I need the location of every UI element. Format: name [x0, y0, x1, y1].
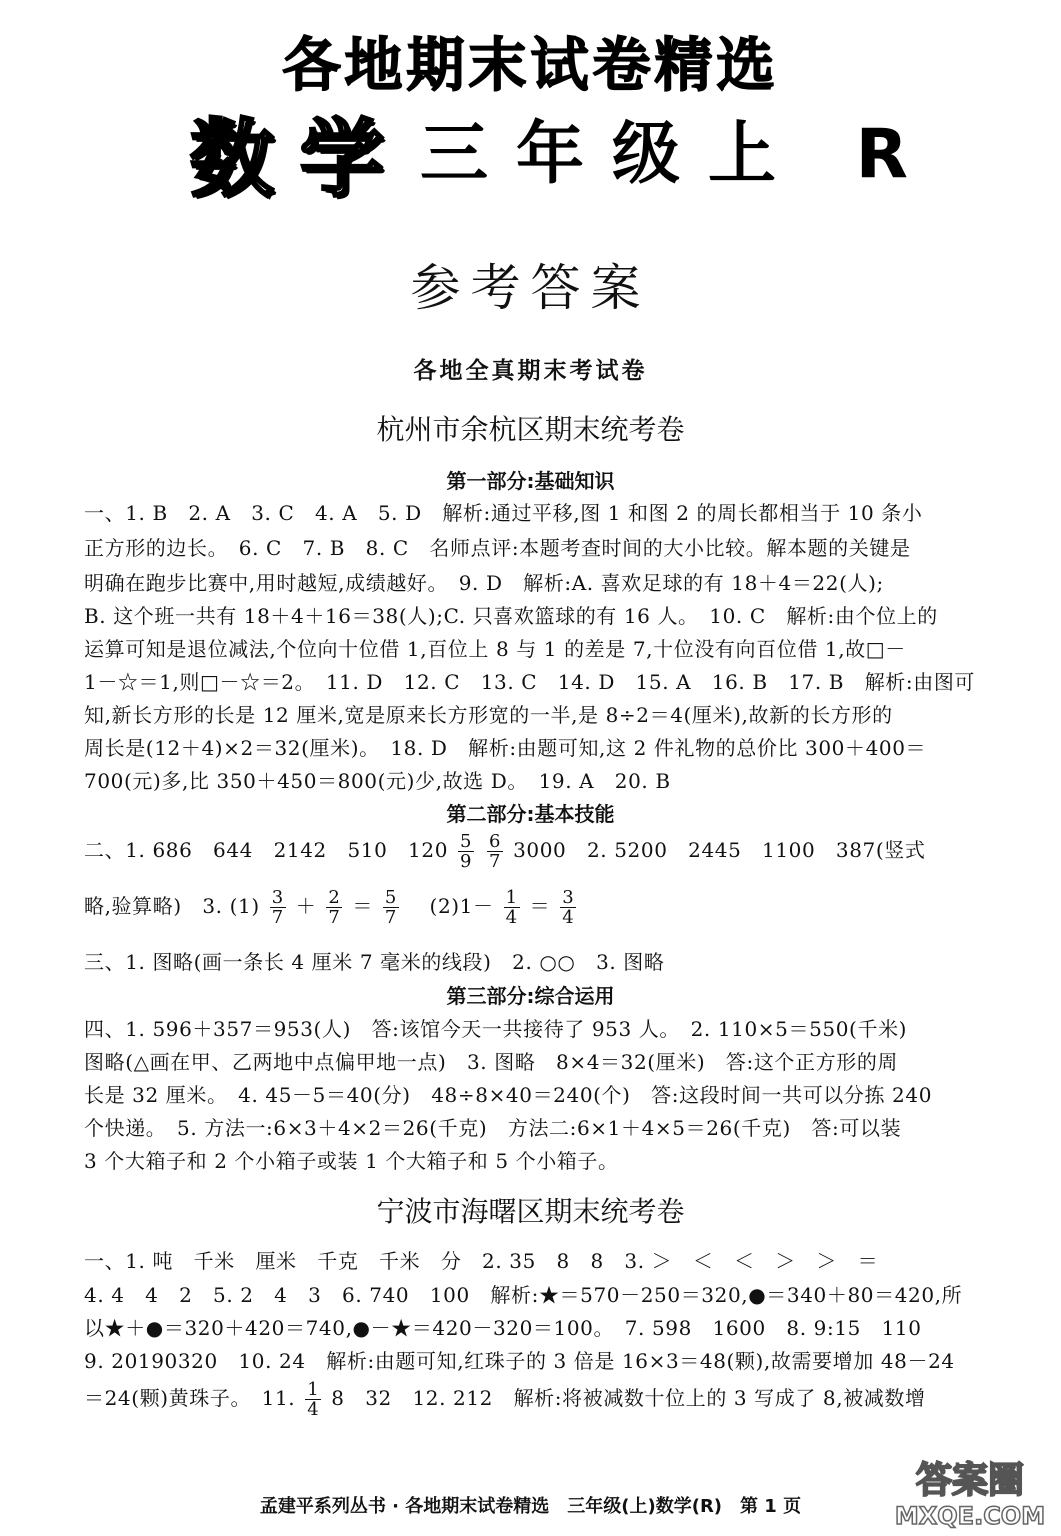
exam-subtitle: 各地全真期末考试卷 — [413, 358, 648, 384]
subject-title: 数学 — [190, 110, 411, 208]
fraction — [326, 888, 342, 927]
series-title: 各地期末试卷精选 — [282, 31, 779, 99]
answer-line: 长是 32 厘米。 4. 45－5＝40(分) 48÷8×40＝240(个) 答:这段时间一共可以分拣 240 — [84, 1083, 933, 1107]
answer-line: 明确在跑步比赛中,用时越短,成绩越好。 9. D 解析:A. 喜欢足球的有 18＋4＝22(人); — [84, 571, 884, 595]
part3-heading: 第三部分:综合运用 — [446, 984, 615, 1008]
answer-line: 以★＋●＝320＋420＝740,●－★＝420－320＝100。 7. 598 1600 8. 9:15 110 — [84, 1316, 922, 1340]
answer-line: 9. 20190320 10. 24 解析:由题可知,红珠子的 3 倍是 16×3＝48(颗),故需要增加 48－24 — [84, 1349, 955, 1373]
plus-sign: ＋ — [295, 894, 317, 918]
equals-sign: ＝ — [352, 894, 373, 918]
fraction — [270, 888, 286, 927]
fraction-denominator: 9 — [460, 851, 473, 872]
part1-heading: 第一部分:基础知识 — [446, 469, 615, 493]
answer-line: 4. 4 4 2 5. 2 4 3 6. 740 100 解析:★＝570－250＝320,●＝340＋80＝420,所 — [84, 1283, 963, 1307]
fraction — [383, 888, 399, 927]
page-footer: 孟建平系列丛书 · 各地期末试卷精选 三年级(上)数学(R) 第 1 页 — [259, 1496, 802, 1517]
answer-line: 图略(△画在甲、乙两地中点偏甲地一点) 3. 图略 8×4＝32(厘米) 答:这个正方形的周 — [84, 1050, 899, 1074]
fraction-denominator: 7 — [328, 907, 341, 928]
answer-text: 8 32 12. 212 解析:将被减数十位上的 3 写成了 8,被减数增 — [331, 1386, 926, 1410]
part2-heading: 第二部分:基本技能 — [446, 802, 615, 826]
answer-line-fractions — [84, 1380, 926, 1419]
fraction-numerator: 2 — [328, 887, 341, 908]
grade-title: 三年级上 R — [420, 115, 937, 194]
answer-text: 3000 2. 5200 2445 1100 387(竖式 — [513, 838, 926, 862]
equals-sign: ＝ — [529, 894, 551, 918]
answer-text: ＝24(颗)黄珠子。 11. — [84, 1386, 296, 1410]
answer-line: B. 这个班一共有 18＋4＋16＝38(人);C. 只喜欢篮球的有 16 人。 10. C 解析:由个位上的 — [84, 604, 938, 628]
answer-line: 运算可知是退位减法,个位向十位借 1,百位上 8 与 1 的差是 7,十位没有向百位借 1,故□－ — [84, 637, 906, 661]
fraction-denominator: 4 — [562, 907, 575, 928]
watermark-top-text: 答案圈 — [915, 1460, 1025, 1501]
answer-title: 参考答案 — [410, 259, 651, 317]
answer-line-fractions — [84, 888, 579, 927]
answer-text: (2)1－ — [408, 894, 494, 918]
answer-text: 略,验算略) 3. (1) — [84, 894, 260, 918]
fraction-numerator: 5 — [384, 887, 397, 908]
fraction-denominator: 4 — [307, 1399, 320, 1420]
watermark-bottom-text: MXQE.COM — [894, 1502, 1046, 1530]
watermark-logo — [890, 1450, 1050, 1530]
answer-line: 1－☆＝1,则□－☆＝2。 11. D 12. C 13. C 14. D 15. A 16. B 17. B 解析:由图可 — [84, 670, 976, 694]
section-title-ningbo: 宁波市海曙区期末统考卷 — [376, 1195, 685, 1228]
answer-line: 一、1. 吨 千米 厘米 千克 千米 分 2. 35 8 8 3. ＞ ＜ ＜ ＞ ＞ ＝ — [84, 1249, 879, 1273]
section-title-hangzhou: 杭州市余杭区期末统考卷 — [376, 413, 685, 446]
answer-text: 二、1. 686 644 2142 510 120 — [84, 838, 449, 862]
fraction-denominator: 4 — [505, 907, 518, 928]
fraction — [458, 832, 474, 871]
answer-line: 周长是(12＋4)×2＝32(厘米)。 18. D 解析:由题可知,这 2 件礼物的总价比 300＋400＝ — [84, 736, 927, 760]
fraction-numerator: 3 — [271, 887, 284, 908]
fraction — [504, 888, 520, 927]
fraction-numerator: 5 — [460, 831, 473, 852]
fraction-numerator: 6 — [489, 831, 502, 852]
answer-line: 3 个大箱子和 2 个小箱子或装 1 个大箱子和 5 个小箱子。 — [84, 1149, 619, 1173]
answer-line: 三、1. 图略(画一条长 4 厘米 7 毫米的线段) 2. ○○ 3. 图略 — [84, 950, 665, 974]
fraction — [560, 888, 576, 927]
answer-line: 知,新长方形的长是 12 厘米,宽是原来长方形宽的一半,是 8÷2＝4(厘米),故新的长方形的 — [84, 703, 893, 727]
answer-line: 一、1. B 2. A 3. C 4. A 5. D 解析:通过平移,图 1 和图 2 的周长都相当于 10 条小 — [84, 501, 923, 525]
fraction — [487, 832, 503, 871]
answer-line: 个快递。 5. 方法一:6×3＋4×2＝26(千克) 方法二:6×1＋4×5＝26(千克) 答:可以装 — [84, 1116, 902, 1140]
fraction-denominator: 7 — [384, 907, 397, 928]
answer-line: 700(元)多,比 350＋450＝800(元)少,故选 D。 19. A 20. B — [84, 769, 671, 793]
fraction-numerator: 1 — [307, 1379, 320, 1400]
fraction-numerator: 3 — [562, 887, 575, 908]
fraction-numerator: 1 — [505, 887, 518, 908]
fraction-denominator: 7 — [489, 851, 502, 872]
answer-line-fractions — [84, 832, 926, 871]
fraction-denominator: 7 — [271, 907, 284, 928]
fraction — [305, 1380, 321, 1419]
answer-line: 正方形的边长。 6. C 7. B 8. C 名师点评:本题考查时间的大小比较。解本题的关键是 — [84, 536, 911, 560]
answer-line: 四、1. 596＋357＝953(人) 答:该馆今天一共接待了 953 人。 2. 110×5＝550(千米) — [84, 1017, 908, 1041]
